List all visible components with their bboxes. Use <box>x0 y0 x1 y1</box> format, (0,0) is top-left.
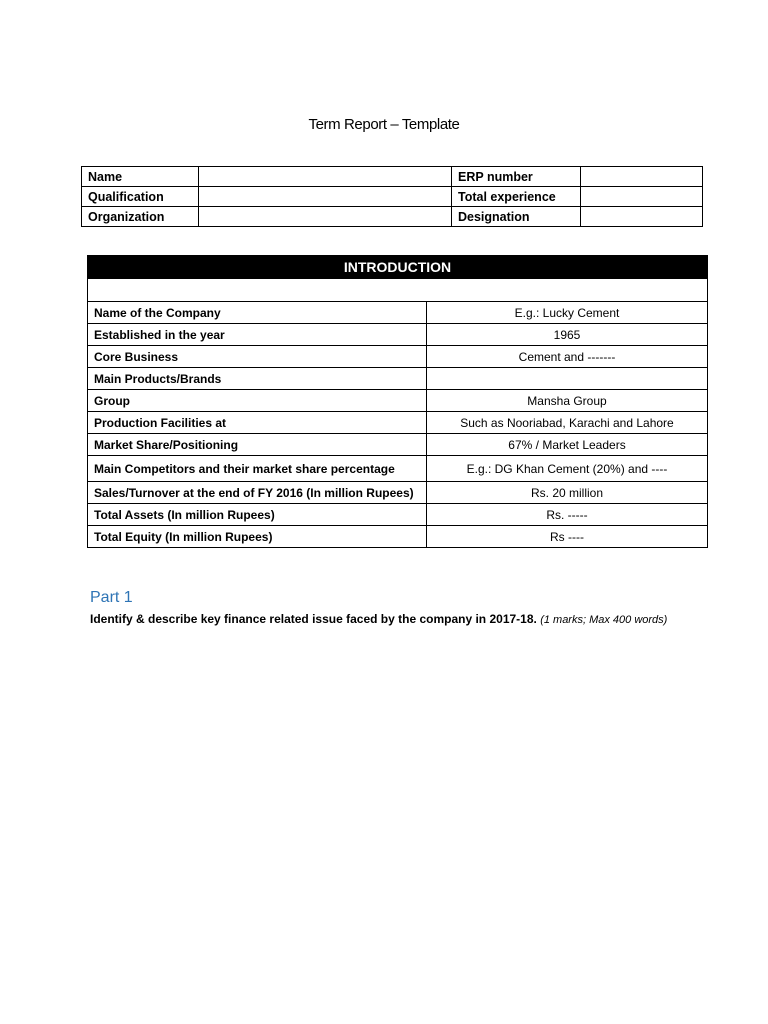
table-row <box>88 390 708 412</box>
row-label: Main Competitors and their market share percentage <box>88 456 427 482</box>
info-value-qualification[interactable] <box>199 187 452 207</box>
table-row <box>88 504 708 526</box>
table-row <box>82 167 703 187</box>
row-label: Group <box>88 390 427 412</box>
row-label: Core Business <box>88 346 427 368</box>
table-row <box>88 482 708 504</box>
info-label-erp: ERP number <box>452 167 581 187</box>
row-value <box>427 368 708 390</box>
row-label: Name of the Company <box>88 302 427 324</box>
table-row <box>88 456 708 482</box>
row-label: Market Share/Positioning <box>88 434 427 456</box>
info-label-qualification: Qualification <box>82 187 199 207</box>
row-label: Established in the year <box>88 324 427 346</box>
row-value: Rs. 20 million <box>427 482 708 504</box>
row-value: 67% / Market Leaders <box>427 434 708 456</box>
table-row <box>88 526 708 548</box>
table-row <box>82 207 703 227</box>
document-title: Term Report – Template <box>308 116 460 133</box>
info-label-name: Name <box>82 167 199 187</box>
info-label-designation: Designation <box>452 207 581 227</box>
row-value: Rs. ----- <box>427 504 708 526</box>
table-row <box>88 346 708 368</box>
info-label-experience: Total experience <box>452 187 581 207</box>
part1-question: Identify & describe key finance related issue faced by the company in 2017-18. <box>90 612 537 626</box>
introduction-header: INTRODUCTION <box>88 256 708 279</box>
table-row <box>88 368 708 390</box>
row-value: 1965 <box>427 324 708 346</box>
table-row <box>88 279 708 302</box>
info-value-experience[interactable] <box>581 187 703 207</box>
row-label: Total Equity (In million Rupees) <box>88 526 427 548</box>
row-label: Main Products/Brands <box>88 368 427 390</box>
info-value-designation[interactable] <box>581 207 703 227</box>
row-value: Rs ---- <box>427 526 708 548</box>
part1-note: (1 marks; Max 400 words) <box>540 614 668 626</box>
info-value-organization[interactable] <box>199 207 452 227</box>
row-value: Cement and ------- <box>427 346 708 368</box>
spacer-cell <box>88 279 708 302</box>
row-value: Mansha Group <box>427 390 708 412</box>
table-row <box>88 412 708 434</box>
table-row <box>88 302 708 324</box>
table-row <box>88 434 708 456</box>
row-value: E.g.: DG Khan Cement (20%) and ---- <box>427 456 708 482</box>
info-value-erp[interactable] <box>581 167 703 187</box>
info-value-name[interactable] <box>199 167 452 187</box>
table-row <box>82 187 703 207</box>
introduction-table <box>87 255 708 548</box>
row-label: Sales/Turnover at the end of FY 2016 (In million Rupees) <box>88 482 427 504</box>
row-value: Such as Nooriabad, Karachi and Lahore <box>427 412 708 434</box>
part1-instruction <box>90 612 667 626</box>
row-label: Production Facilities at <box>88 412 427 434</box>
row-value: E.g.: Lucky Cement <box>427 302 708 324</box>
student-info-table <box>81 166 703 227</box>
part1-heading: Part 1 <box>90 589 133 606</box>
info-label-organization: Organization <box>82 207 199 227</box>
row-label: Total Assets (In million Rupees) <box>88 504 427 526</box>
table-row <box>88 324 708 346</box>
table-header-row <box>88 256 708 279</box>
